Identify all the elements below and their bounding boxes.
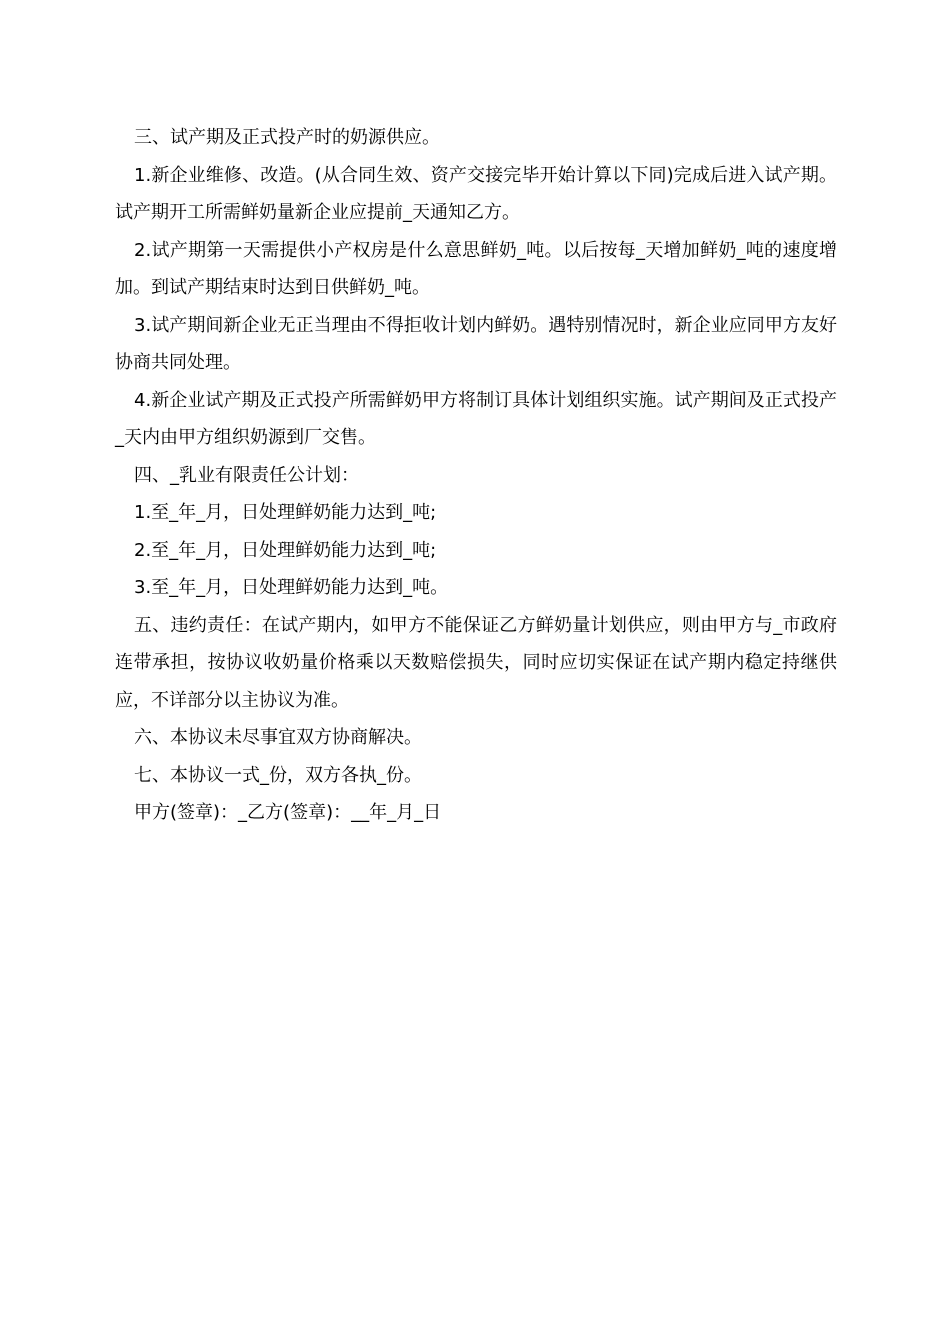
section-7-copies: 七、本协议一式_份，双方各执_份。: [134, 764, 422, 786]
signature-line: 甲方(签章)：_乙方(签章)：__年_月_日: [134, 802, 442, 823]
section-4-heading: 四、_乳业有限责任公计划：: [134, 464, 359, 486]
section-3-heading: 三、试产期及正式投产时的奶源供应。: [134, 127, 440, 148]
clause-3-3: 3.试产期间新企业无正当理由不得拒收计划内鲜奶。遇特别情况时，新企业应同甲方友好协商共同处理。: [115, 314, 837, 373]
clause-4-2: 2.至_年_月，日处理鲜奶能力达到_吨;: [134, 539, 437, 561]
clause-3-1: 1.新企业维修、改造。(从合同生效、资产交接完毕开始计算以下同)完成后进入试产期。试产期开工所需鲜奶量新企业应提前_天通知乙方。: [115, 164, 837, 223]
clause-4-1: 1.至_年_月，日处理鲜奶能力达到_吨;: [134, 502, 437, 523]
clause-4-3: 3.至_年_月，日处理鲜奶能力达到_吨。: [134, 577, 449, 598]
clause-3-2: 2.试产期第一天需提供小产权房是什么意思鲜奶_吨。以后按每_天增加鲜奶_吨的速度增加。到试产期结束时达到日供鲜奶_吨。: [115, 239, 837, 298]
section-6-other-matters: 六、本协议未尽事宜双方协商解决。: [134, 727, 422, 748]
clause-3-4: 4.新企业试产期及正式投产所需鲜奶甲方将制订具体计划组织实施。试产期间及正式投产_天内由甲方组织奶源到厂交售。: [115, 389, 837, 448]
section-5-liability: 五、违约责任：在试产期内，如甲方不能保证乙方鲜奶量计划供应，则由甲方与_市政府连带承担，按协议收奶量价格乘以天数赔偿损失，同时应切实保证在试产期内稳定持继供应，不详部分以主协议为准。: [115, 614, 837, 711]
document-body: [115, 119, 837, 832]
